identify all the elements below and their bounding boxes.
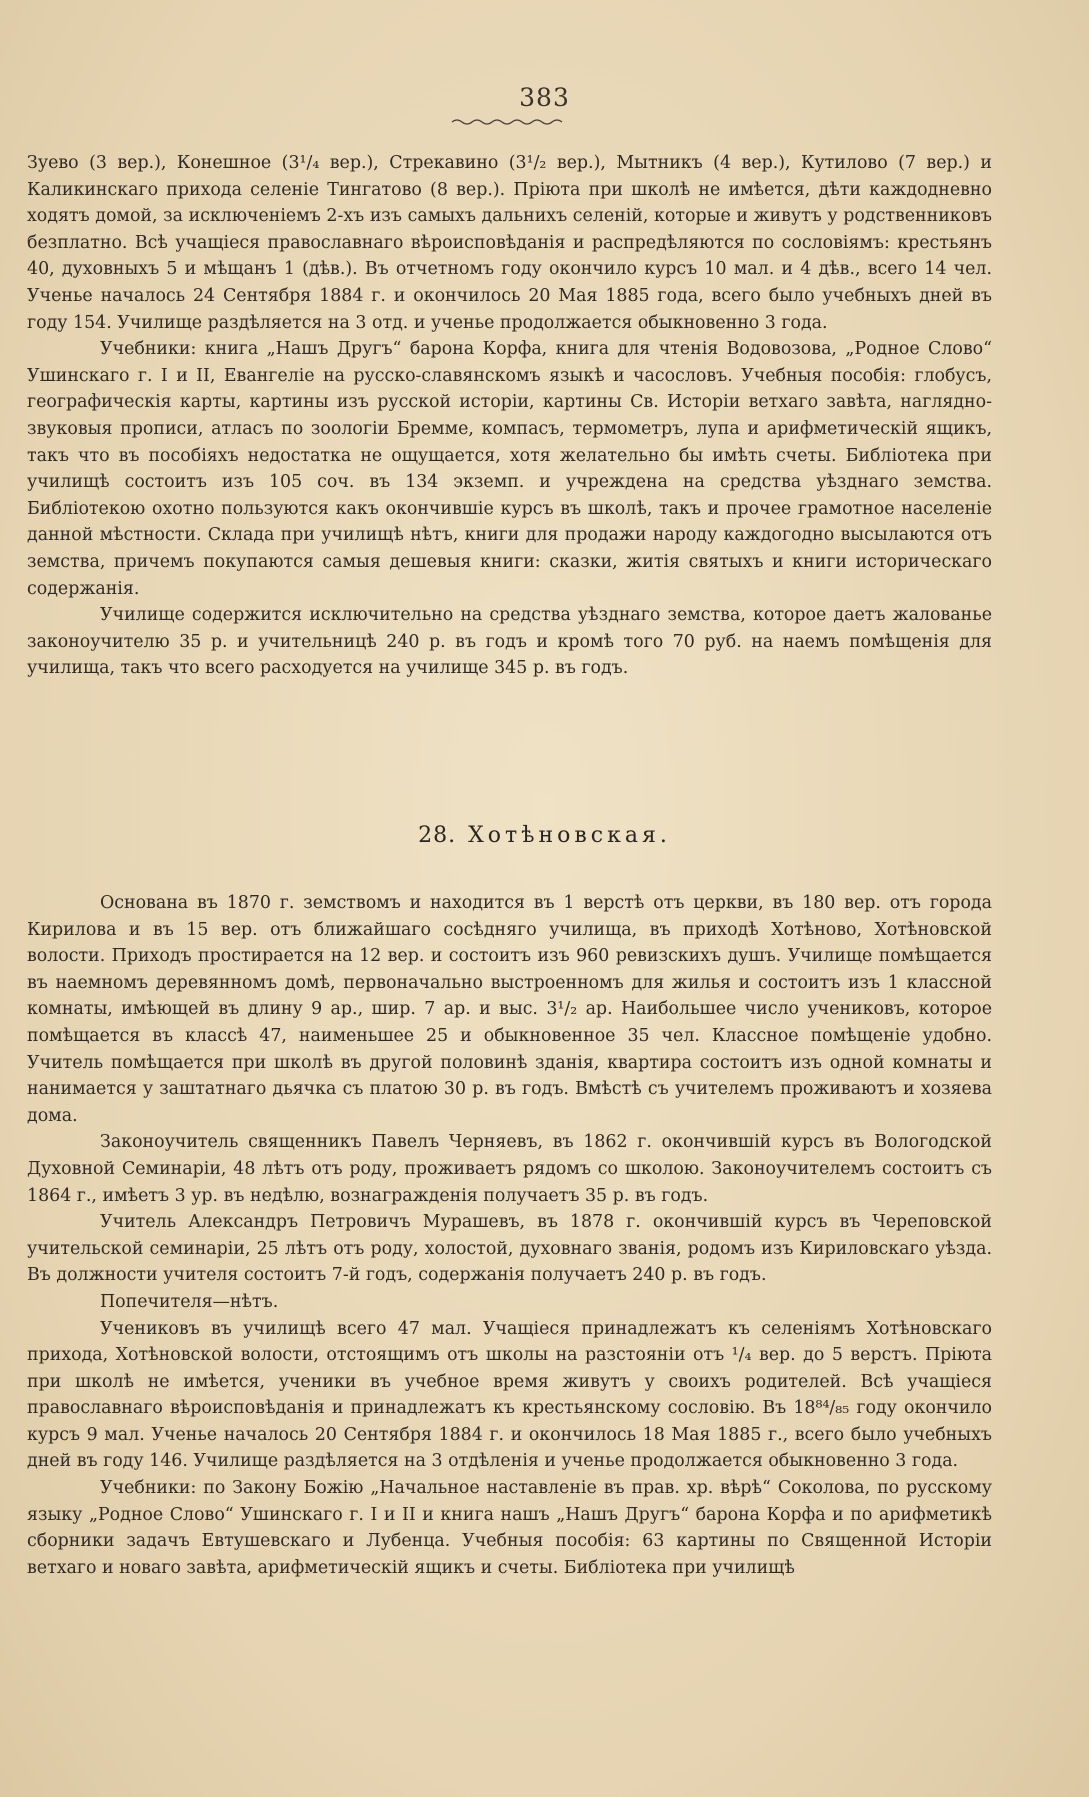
section-number: 28. [418,823,457,848]
paragraph-pupils: Учениковъ въ училищѣ всего 47 мал. Учащіеся принадлежатъ къ селеніямъ Хотѣновскаго прихода, Хотѣновской волости, отстоящимъ отъ школы на разстояніи отъ ¹/₄ вер. до 5 верстъ. Пріюта при школѣ не имѣется, ученики въ учебное время живутъ у своихъ родителей. Всѣ учащіеся православнаго вѣроисповѣданія и принадлежатъ къ крестьянскому сословію. Въ 18⁸⁴/₈₅ году окончило курсъ 9 мал. Ученье началось 20 Сентября 1884 г. и окончилось 18 Мая 1885 г., всего было учебныхъ дней въ году 146. Училище раздѣляется на 3 отдѣленія и ученье продолжается обыкновенно 3 года. [27,1318,992,1472]
paragraph-continued: Зуево (3 вер.), Конешное (3¹/₄ вер.), Стрекавино (3¹/₂ вер.), Мытникъ (4 вер.), Кутилово (7 вер.) и Каликинскаго прихода селеніе Тингатово (8 вер.). Пріюта при школѣ не имѣется, дѣти каждодневно ходятъ домой, за исключеніемъ 2-хъ изъ самыхъ дальнихъ селеній, которые и живутъ у родственниковъ безплатно. Всѣ учащіеся православнаго вѣроисповѣданія и распредѣляются по сословіямъ: крестьянъ 40, духовныхъ 5 и мѣщанъ 1 (дѣв.). Въ отчетномъ году окончило курсъ 10 мал. и 4 дѣв., всего 14 чел. Ученье началось 24 Сентября 1884 г. и окончилось 20 Мая 1885 года, всего было учебныхъ дней въ году 154. Училище раздѣляется на 3 отд. и ученье продолжается обыкновенно 3 года. [27,153,992,333]
ornament-rule [450,117,568,127]
paragraph-trustees: Попечителя—нѣтъ. [100,1291,279,1312]
text-block-section-28 [27,890,992,1581]
section-title: Хотѣновская. [468,823,671,848]
text-block-top [27,150,992,682]
section-heading [0,823,1089,848]
paragraph-funding: Училище содержится исключительно на средства уѣзднаго земства, которое даетъ жалованье законоучителю 35 р. и учительницѣ 240 р. въ годъ и кромѣ того 70 руб. на наемъ помѣщенія для училища, такъ что всего расходуется на училище 345 р. въ годъ. [27,605,992,679]
paragraph-priest: Законоучитель священникъ Павелъ Черняевъ, въ 1862 г. окончившій курсъ въ Вологодской Духовной Семинаріи, 48 лѣтъ отъ роду, проживаетъ рядомъ со школою. Законоучителемъ состоитъ съ 1864 г., имѣетъ 3 ур. въ недѣлю, вознагражденія получаетъ 35 р. въ годъ. [27,1132,992,1206]
page-number: 383 [519,83,570,112]
paragraph-teacher: Учитель Александръ Петровичъ Мурашевъ, въ 1878 г. окончившій курсъ въ Череповской учительской семинаріи, 25 лѣтъ отъ роду, холостой, духовнаго званія, родомъ изъ Кириловскаго уѣзда. Въ должности учителя состоитъ 7-й годъ, содержанія получаетъ 240 р. въ годъ. [27,1212,992,1286]
paragraph-textbooks: Учебники: книга „Нашъ Другъ“ барона Корфа, книга для чтенія Водовозова, „Родное Слово“ Ушинскаго г. I и II, Евангеліе на русско-славянскомъ языкѣ и часословъ. Учебныя пособія: глобусъ, географическія карты, картины изъ русской исторіи, картины Св. Исторіи ветхаго завѣта, наглядно-звуковыя прописи, атласъ по зоологіи Бремме, компасъ, термометръ, лупа и арифметическій ящикъ, такъ что въ пособіяхъ недостатка не ощущается, хотя желательно бы имѣть счеты. Библіотека при училищѣ состоитъ изъ 105 соч. въ 134 экземп. и учреждена на средства уѣзднаго земства. Библіотекою охотно пользуются какъ окончившіе курсъ въ школѣ, такъ и прочее грамотное населеніе данной мѣстности. Склада при училищѣ нѣтъ, книги для продажи народу каждогодно высылаются отъ земства, причемъ покупаются самыя дешевыя книги: сказки, житія святыхъ и книги историческаго содержанія. [27,339,992,599]
paragraph-founding: Основана въ 1870 г. земствомъ и находится въ 1 верстѣ отъ церкви, въ 180 вер. отъ города Кирилова и въ 15 вер. отъ ближайшаго сосѣдняго училища, въ приходѣ Хотѣново, Хотѣновской волости. Приходъ простирается на 12 вер. и состоитъ изъ 960 ревизскихъ душъ. Училище помѣщается въ наемномъ деревянномъ домѣ, первоначально выстроенномъ для жилья и состоитъ изъ 1 классной комнаты, имѣющей въ длину 9 ар., шир. 7 ар. и выс. 3¹/₂ ар. Наибольшее число учениковъ, которое помѣщается въ классѣ 47, наименьшее 25 и обыкновенное 35 чел. Классное помѣщеніе удобно. Учитель помѣщается при школѣ въ другой половинѣ зданія, квартира состоитъ изъ одной комнаты и нанимается у заштатнаго дьячка съ платою 30 р. въ годъ. Вмѣстѣ съ учителемъ проживаютъ и хозяева дома. [27,893,992,1126]
paragraph-textbooks-2: Учебники: по Закону Божію „Начальное наставленіе въ прав. хр. вѣрѣ“ Соколова, по русскому языку „Родное Слово“ Ушинскаго г. I и II и книга нашъ „Нашъ Другъ“ барона Корфа и по арифметикѣ сборники задачъ Евтушевскаго и Лубенца. Учебныя пособія: 63 картины по Священной Исторіи ветхаго и новаго завѣта, арифметическій ящикъ и счеты. Библіотека при училищѣ [27,1478,992,1578]
